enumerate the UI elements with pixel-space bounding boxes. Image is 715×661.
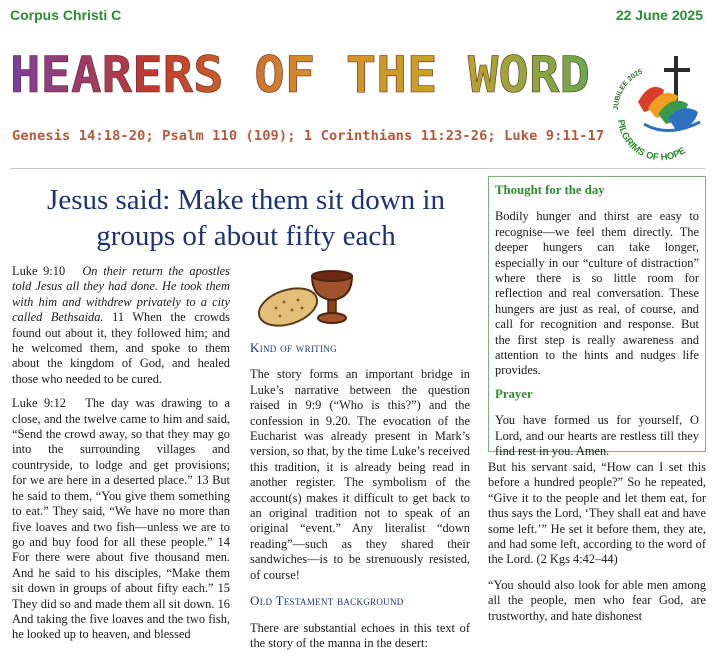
- thought-text: Bodily hunger and thirst are easy to recognise—we feel them directly. The deeper hungers can take longer, especially in our “culture of distraction” where there is so little room for reflection and real conversation. These hungers are just as real, of course, and call for recognition and response. But the first step is really awareness and attention to the hints and nudges life provides.: [495, 209, 699, 378]
- verse-ref: Luke 9:12: [12, 396, 66, 411]
- headline: Jesus said: Make them sit down in groups of about fifty each: [47, 184, 445, 252]
- readings-line: Genesis 14:18-20; Psalm 110 (109); 1 Corinthians 11:23-26; Luke 9:11-17: [12, 128, 605, 144]
- header-divider: [10, 168, 705, 169]
- prayer-heading: Prayer: [495, 386, 533, 401]
- prayer-text: You have formed us for yourself, O Lord, and our hearts are restless till they find rest in you. Amen.: [495, 413, 699, 459]
- gospel-body: The day was drawing to a close, and the twelve came to him and said, “Send the crowd away, so that they may go into the surrounding villages and countryside, to lodge and get provisions; for we are here in a deserted place.” 13 But he said to them, “You give them something to eat.” They said, “We have no more than five loaves and two fish—unless we are to go and buy food for all these people.” 14 For there were about five thousand men. And he said to his disciples, “Make them sit down in groups of about fifty each.” 15 They did so and made them all sit down. 16 And taking the five loaves and the two fish, he looked up to heaven, and blessed: [12, 396, 230, 642]
- ot-background-text: There are substantial echoes in this text of the story of the manna in the desert:: [250, 620, 470, 650]
- gospel-text-column: [12, 264, 230, 652]
- gospel-passage-1: [12, 264, 230, 387]
- gospel-italic: On their return the apostles told Jesus all they had done. He took them with him and withdrew privately to a city called Bethsaida.: [12, 264, 230, 325]
- svg-text:PILGRIMS OF HOPE: PILGRIMS OF HOPE: [614, 118, 688, 164]
- kind-of-writing-text: The story forms an important bridge in Luke’s narrative between the question raised in 9:9 (“Who is this?”) and the confession in 9.20. The evocation of the Eucharist was already present in Mark’s version, so that, by the time Luke’s received this tradition, it is already being read in another register. The symbolism of the account(s) makes it difficult to get back to an original tradition not to speak of an original “event.” Any literalist “down reading”—such as they shared their sandwiches—is to be strenuously resisted, of course!: [250, 367, 470, 582]
- jubilee-logo: [604, 50, 710, 164]
- verse-ref: Luke 9:10: [12, 264, 66, 278]
- masthead-title: [10, 48, 600, 100]
- ot-background-heading: Old Testament background: [250, 593, 404, 609]
- thought-prayer-box: [488, 176, 706, 459]
- svg-text:HEARERS OF THE WORD: HEARERS OF THE WORD: [10, 48, 590, 100]
- svg-text:JUBILEE 2025: JUBILEE 2025: [612, 68, 644, 111]
- commentary-column: [250, 340, 470, 661]
- col3-paragraph-2: “You should also look for able men among all the people, men who fear God, are trustworthy, and hate dishonest: [488, 577, 706, 623]
- thought-heading: Thought for the day: [495, 183, 605, 197]
- kind-of-writing-heading: Kind of writing: [250, 340, 337, 355]
- bread-and-cup-illustration: [250, 262, 365, 330]
- gospel-body: 11 When the crowds found out about it, they followed him; and he welcomed them, and spoke to them about the kingdom of God, and healed those who needed to be cured.: [12, 310, 230, 386]
- occasion-label: Corpus Christi C: [10, 7, 122, 23]
- continued-column: [488, 460, 706, 634]
- date-label: 22 June 2025: [615, 7, 703, 23]
- gospel-passage-2: [12, 396, 230, 643]
- col3-paragraph-1: But his servant said, “How can I set this before a hundred people?” So he repeated, “Give it to the people and let them eat, for thus says the Lord, ‘They shall eat and have some left.’” He set it before them, they ate, and had some left, according to the word of the Lord. (2 Kgs 4:42–44): [488, 460, 706, 567]
